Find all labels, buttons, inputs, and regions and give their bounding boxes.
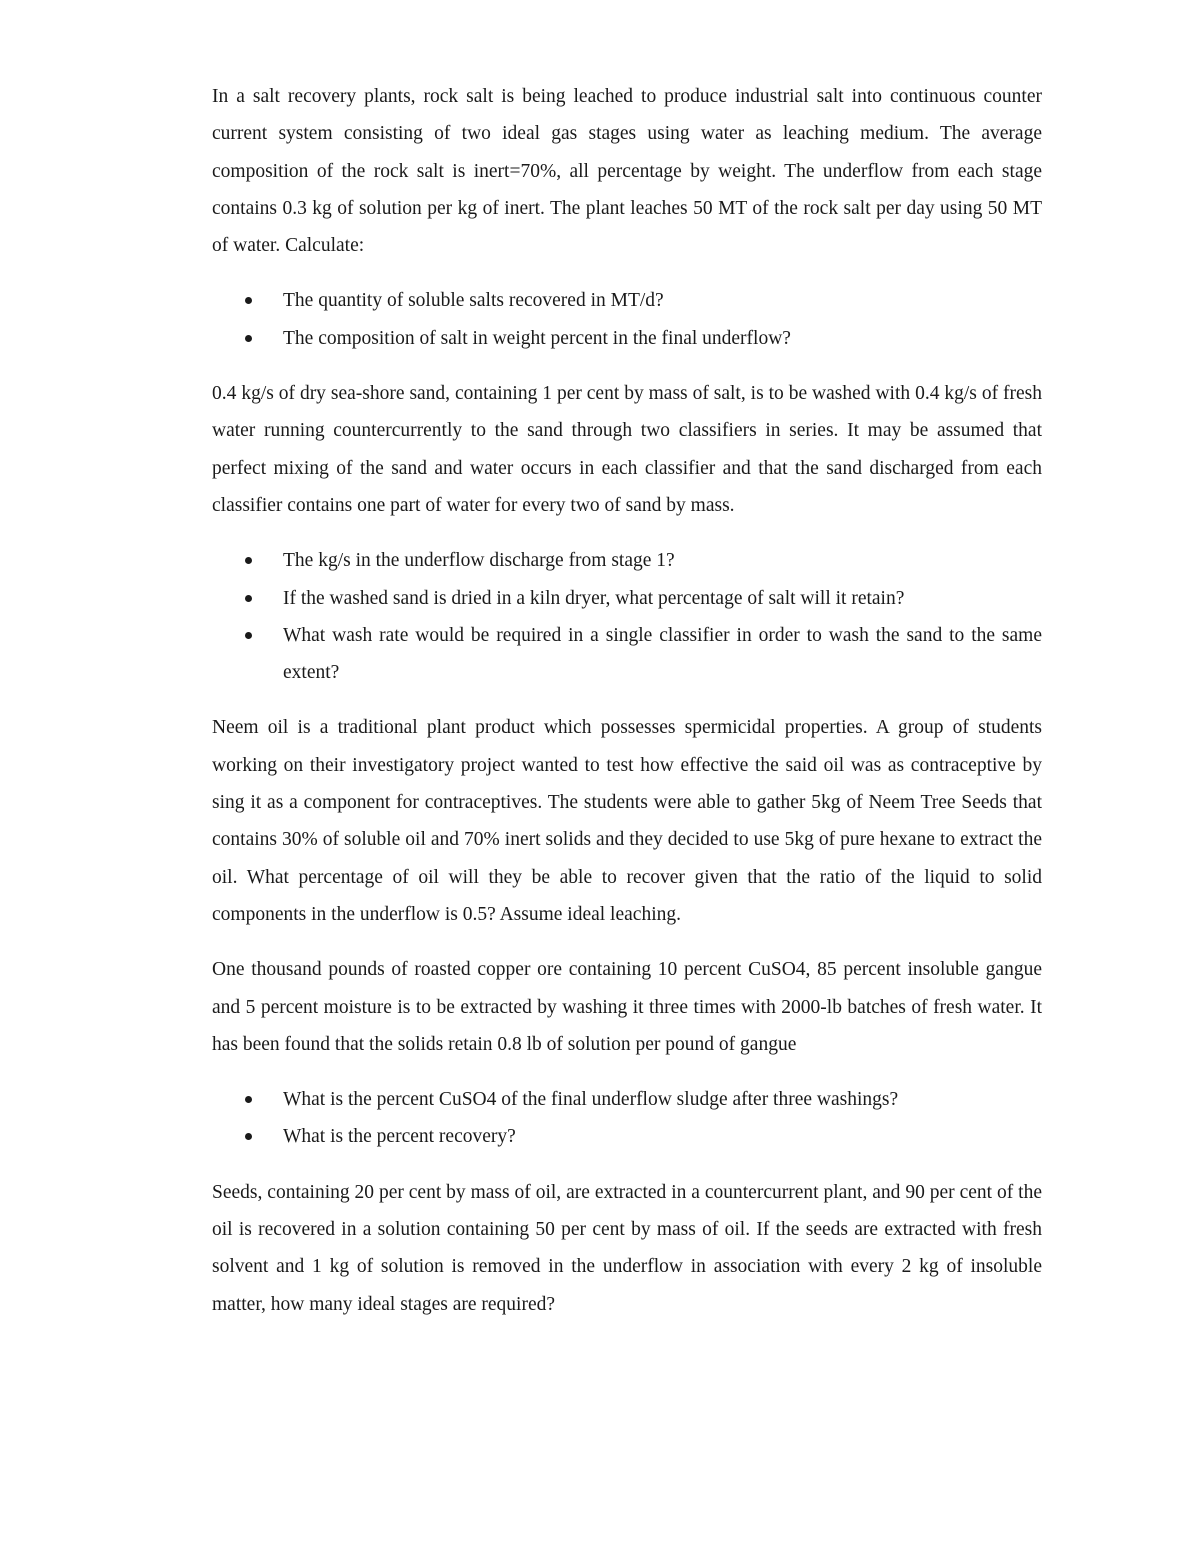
problem-2-questions [212,542,1042,691]
bullet-icon [245,557,252,564]
question-text: What is the percent CuSO4 of the final underflow sludge after three washings? [283,1089,899,1111]
list-item [212,580,1042,617]
bullet-icon [245,632,252,639]
question-text: The quantity of soluble salts recovered in MT/d? [283,290,664,312]
bullet-icon [245,297,252,304]
list-item [212,1081,1042,1118]
list-item [212,320,1042,357]
question-text: What wash rate would be required in a single classifier in order to wash the sand to the same extent? [283,624,1042,684]
problem-1-text: In a salt recovery plants, rock salt is being leached to produce industrial salt into continuous counter current system consisting of two ideal gas stages using water as leaching medium. The average composition of the rock salt is inert=70%, all percentage by weight. The underflow from each stage contains 0.3 kg of solution per kg of inert. The plant leaches 50 MT of the rock salt per day using 50 MT of water. Calculate: [212,86,1042,257]
bullet-icon [245,1096,252,1103]
bullet-icon [245,335,252,342]
list-item [212,282,1042,319]
problem-4-text: One thousand pounds of roasted copper ore containing 10 percent CuSO4, 85 percent insoluble gangue and 5 percent moisture is to be extracted by washing it three times with 2000-lb batches of fresh water. It has been found that the solids retain 0.8 lb of solution per pound of gangue [212,959,1042,1055]
problem-4-questions [212,1081,1042,1156]
problem-3-text: Neem oil is a traditional plant product which possesses spermicidal properties. A group of students working on their investigatory project wanted to test how effective the said oil was as contraceptive by sing it as a component for contraceptives. The students were able to gather 5kg of Neem Tree Seeds that contains 30% of soluble oil and 70% inert solids and they decided to use 5kg of pure hexane to extract the oil. What percentage of oil will they be able to recover given that the ratio of the liquid to solid components in the underflow is 0.5? Assume ideal leaching. [212,717,1042,925]
list-item [212,542,1042,579]
question-text: What is the percent recovery? [283,1126,516,1148]
list-item [212,1118,1042,1155]
question-text: If the washed sand is dried in a kiln dryer, what percentage of salt will it retain? [283,587,905,609]
bullet-icon [245,595,252,602]
document-page [212,78,1042,1341]
question-text: The composition of salt in weight percent in the final underflow? [283,327,791,349]
problem-2-text: 0.4 kg/s of dry sea-shore sand, containing 1 per cent by mass of salt, is to be washed with 0.4 kg/s of fresh water running countercurrently to the sand through two classifiers in series. It may be assumed that perfect mixing of the sand and water occurs in each classifier and that the sand discharged from each classifier contains one part of water for every two of sand by mass. [212,383,1042,516]
problem-5-text: Seeds, containing 20 per cent by mass of oil, are extracted in a countercurrent plant, and 90 per cent of the oil is recovered in a solution containing 50 per cent by mass of oil. If the seeds are extracted with fresh solvent and 1 kg of solution is removed in the underflow in association with every 2 kg of insoluble matter, how many ideal stages are required? [212,1181,1042,1315]
problem-1-questions [212,282,1042,357]
bullet-icon [245,1133,252,1140]
list-item [212,617,1042,692]
question-text: The kg/s in the underflow discharge from stage 1? [283,550,675,572]
